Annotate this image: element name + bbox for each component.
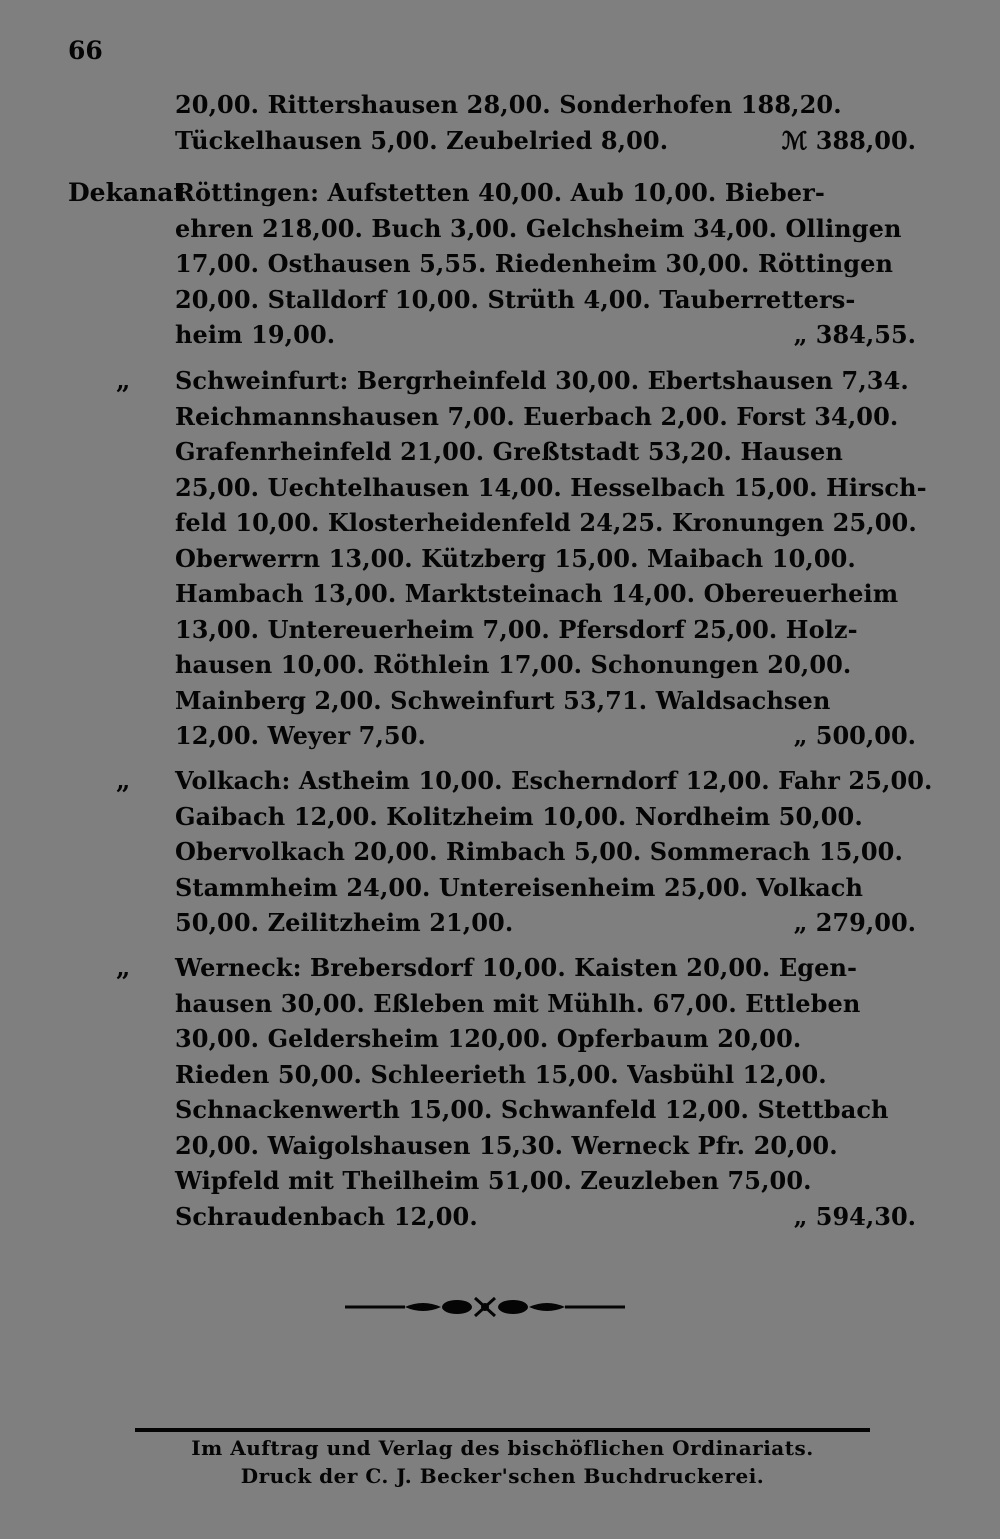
text-line: Rieden 50,00. Schleerieth 15,00. Vasbühl 12,00. bbox=[175, 1059, 827, 1089]
ditto-mark: „ bbox=[116, 366, 131, 395]
text-line: 12,00. Weyer 7,50. bbox=[175, 721, 426, 750]
text-line: hausen 10,00. Röthlein 17,00. Schonungen 20,00. bbox=[175, 650, 852, 679]
ditto-mark: „ bbox=[116, 766, 131, 795]
footer-rule bbox=[135, 1428, 870, 1432]
text-line: Oberwerrn 13,00. Kützberg 15,00. Maibach 10,00. bbox=[175, 543, 856, 573]
section-amount: „ 500,00. bbox=[793, 721, 916, 750]
text-line: Tückelhausen 5,00. Zeubelried 8,00. bbox=[175, 125, 669, 155]
text-line: 50,00. Zeilitzheim 21,00. bbox=[175, 908, 514, 937]
section-amount: ℳ 388,00. bbox=[781, 125, 916, 155]
text-line: Schnackenwerth 15,00. Schwanfeld 12,00. Stettbach bbox=[175, 1095, 889, 1124]
imprint-line-2: Druck der C. J. Becker'schen Buchdruckerei. bbox=[240, 1464, 765, 1488]
text-line: Reichmannshausen 7,00. Euerbach 2,00. Forst 34,00. bbox=[175, 401, 899, 431]
section-lines bbox=[175, 87, 842, 158]
text-line: heim 19,00. bbox=[175, 320, 336, 349]
text-line: Grafenrheinfeld 21,00. Greßtstadt 53,20. Hausen bbox=[175, 437, 843, 466]
text-line: Obervolkach 20,00. Rimbach 5,00. Sommerach 15,00. bbox=[175, 837, 903, 866]
text-line: Schweinfurt: Bergrheinfeld 30,00. Ebertshausen 7,34. bbox=[175, 366, 909, 395]
text-line: 25,00. Uechtelhausen 14,00. Hesselbach 15,00. Hirsch- bbox=[175, 472, 927, 502]
text-line: 17,00. Osthausen 5,55. Riedenheim 30,00. Röttingen bbox=[175, 249, 894, 278]
text-line: Wipfeld mit Theilheim 51,00. Zeuzleben 75,00. bbox=[175, 1166, 812, 1195]
text-line: Stammheim 24,00. Untereisenheim 25,00. Volkach bbox=[175, 872, 864, 902]
ornament-divider-icon bbox=[345, 1292, 625, 1322]
text-line: Werneck: Brebersdorf 10,00. Kaisten 20,00. Egen- bbox=[175, 953, 858, 982]
section-amount: „ 594,30. bbox=[793, 1202, 916, 1231]
text-line: 13,00. Untereuerheim 7,00. Pfersdorf 25,00. Holz- bbox=[175, 614, 858, 644]
text-line: Röttingen: Aufstetten 40,00. Aub 10,00. Bieber- bbox=[175, 178, 825, 207]
section-amount: „ 279,00. bbox=[793, 908, 916, 937]
text-line: Schraudenbach 12,00. bbox=[175, 1201, 478, 1231]
text-line: hausen 30,00. Eßleben mit Mühlh. 67,00. Ettleben bbox=[175, 988, 861, 1018]
text-line: Mainberg 2,00. Schweinfurt 53,71. Waldsachsen bbox=[175, 685, 831, 715]
text-line: feld 10,00. Klosterheidenfeld 24,25. Kronungen 25,00. bbox=[175, 508, 917, 537]
dekanat-label: Dekanat bbox=[68, 178, 186, 207]
text-line: Hambach 13,00. Marktsteinach 14,00. Obereuerheim bbox=[175, 579, 899, 608]
text-line: Volkach: Astheim 10,00. Escherndorf 12,00. Fahr 25,00. bbox=[175, 766, 933, 795]
imprint-line-1: Im Auftrag und Verlag des bischöflichen Ordinariats. bbox=[191, 1436, 814, 1460]
text-line: Gaibach 12,00. Kolitzheim 10,00. Nordheim 50,00. bbox=[175, 801, 863, 831]
page-number: 66 bbox=[68, 36, 103, 65]
text-line: ehren 218,00. Buch 3,00. Gelchsheim 34,00. Ollingen bbox=[175, 213, 902, 243]
text-line: 20,00. Waigolshausen 15,30. Werneck Pfr. 20,00. bbox=[175, 1130, 838, 1160]
ditto-mark: „ bbox=[116, 953, 131, 982]
section-amount: „ 384,55. bbox=[793, 320, 916, 349]
text-line: 30,00. Geldersheim 120,00. Opferbaum 20,00. bbox=[175, 1024, 802, 1053]
text-line: 20,00. Rittershausen 28,00. Sonderhofen 188,20. bbox=[175, 90, 842, 119]
text-line: 20,00. Stalldorf 10,00. Strüth 4,00. Tauberretters- bbox=[175, 284, 856, 314]
